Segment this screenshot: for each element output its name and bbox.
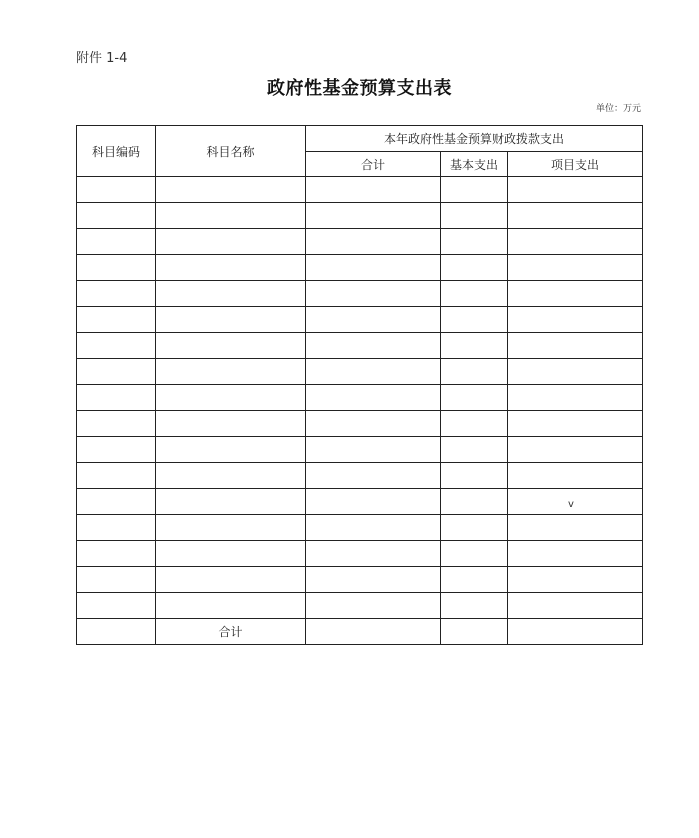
table-cell <box>77 411 156 437</box>
table-cell <box>156 385 306 411</box>
table-row <box>77 541 643 567</box>
table-cell <box>156 333 306 359</box>
header-basic: 基本支出 <box>441 152 508 177</box>
table-row <box>77 411 643 437</box>
table-cell <box>77 437 156 463</box>
table-cell <box>441 229 508 255</box>
table-cell <box>441 333 508 359</box>
total-row <box>77 619 643 645</box>
table-cell <box>77 515 156 541</box>
table-cell <box>441 281 508 307</box>
table-row <box>77 281 643 307</box>
table-cell <box>156 489 306 515</box>
table-row <box>77 359 643 385</box>
table-cell <box>306 567 441 593</box>
table-cell <box>441 177 508 203</box>
table-cell <box>156 463 306 489</box>
table-cell <box>77 333 156 359</box>
table-cell <box>306 385 441 411</box>
table-cell <box>156 255 306 281</box>
budget-table <box>76 125 643 645</box>
header-total: 合计 <box>306 152 441 177</box>
table-row <box>77 177 643 203</box>
table-cell <box>306 203 441 229</box>
table-cell <box>306 593 441 619</box>
table-cell <box>306 437 441 463</box>
table-row <box>77 333 643 359</box>
table-cell <box>77 567 156 593</box>
table-cell <box>508 515 643 541</box>
table-cell <box>77 385 156 411</box>
table-cell <box>508 437 643 463</box>
table-cell <box>77 203 156 229</box>
header-project: 项目支出 <box>508 152 643 177</box>
table-cell <box>306 255 441 281</box>
table-cell <box>508 229 643 255</box>
table-cell <box>441 515 508 541</box>
table-cell <box>306 359 441 385</box>
table-cell <box>508 281 643 307</box>
header-group: 本年政府性基金预算财政拨款支出 <box>306 126 643 152</box>
table-row <box>77 515 643 541</box>
table-cell <box>508 359 643 385</box>
table-cell <box>156 567 306 593</box>
table-cell <box>77 177 156 203</box>
table-cell <box>508 489 643 515</box>
table-cell <box>306 541 441 567</box>
table-cell <box>306 515 441 541</box>
total-row-label: 合计 <box>156 619 306 645</box>
table-cell <box>156 515 306 541</box>
table-cell <box>441 307 508 333</box>
table-cell <box>77 463 156 489</box>
table-cell <box>508 255 643 281</box>
table-cell <box>77 281 156 307</box>
table-cell <box>441 359 508 385</box>
table-body <box>77 177 643 619</box>
table-cell <box>508 619 643 645</box>
table-cell <box>77 307 156 333</box>
table-cell <box>77 229 156 255</box>
table-row <box>77 203 643 229</box>
table-cell <box>156 203 306 229</box>
table-cell <box>508 333 643 359</box>
header-subject-name: 科目名称 <box>156 126 306 177</box>
table-row <box>77 255 643 281</box>
table-cell <box>156 229 306 255</box>
table-cell <box>306 463 441 489</box>
table-cell <box>441 203 508 229</box>
cell-text: v <box>568 498 574 510</box>
attachment-label: 附件 1-4 <box>76 51 128 66</box>
table-cell <box>441 385 508 411</box>
table-cell <box>508 203 643 229</box>
table-row <box>77 229 643 255</box>
table-cell <box>156 177 306 203</box>
table-cell <box>508 177 643 203</box>
table-cell <box>77 359 156 385</box>
table-cell <box>306 177 441 203</box>
table-cell <box>441 541 508 567</box>
table-cell <box>508 567 643 593</box>
table-cell <box>441 255 508 281</box>
table-row <box>77 567 643 593</box>
table-cell <box>441 567 508 593</box>
table-cell <box>156 541 306 567</box>
table-cell <box>77 489 156 515</box>
table-cell <box>156 281 306 307</box>
table-cell <box>77 619 156 645</box>
table-cell <box>156 411 306 437</box>
table-cell <box>441 619 508 645</box>
table-cell <box>441 437 508 463</box>
table-cell <box>508 307 643 333</box>
table-cell <box>306 489 441 515</box>
table-cell <box>156 307 306 333</box>
table-cell <box>441 593 508 619</box>
table-cell <box>306 307 441 333</box>
table-row <box>77 307 643 333</box>
table-cell <box>508 411 643 437</box>
table-cell <box>77 593 156 619</box>
table-cell <box>77 541 156 567</box>
table-cell <box>156 593 306 619</box>
table-row <box>77 385 643 411</box>
table-row <box>77 437 643 463</box>
table-cell <box>77 255 156 281</box>
table-cell <box>156 359 306 385</box>
table-cell <box>306 281 441 307</box>
table-row <box>77 489 643 515</box>
page-title: 政府性基金预算支出表 <box>267 78 452 99</box>
table-cell <box>441 489 508 515</box>
table-cell <box>508 593 643 619</box>
table-cell <box>508 385 643 411</box>
table-row <box>77 463 643 489</box>
header-subject-code: 科目编码 <box>77 126 156 177</box>
table-cell <box>441 463 508 489</box>
table-cell <box>306 619 441 645</box>
table-row <box>77 593 643 619</box>
table-cell <box>508 541 643 567</box>
table-cell <box>306 411 441 437</box>
unit-label: 单位：万元 <box>595 104 641 114</box>
table-cell <box>508 463 643 489</box>
table-cell <box>156 437 306 463</box>
table-cell <box>306 333 441 359</box>
table-cell <box>306 229 441 255</box>
table-cell <box>441 411 508 437</box>
